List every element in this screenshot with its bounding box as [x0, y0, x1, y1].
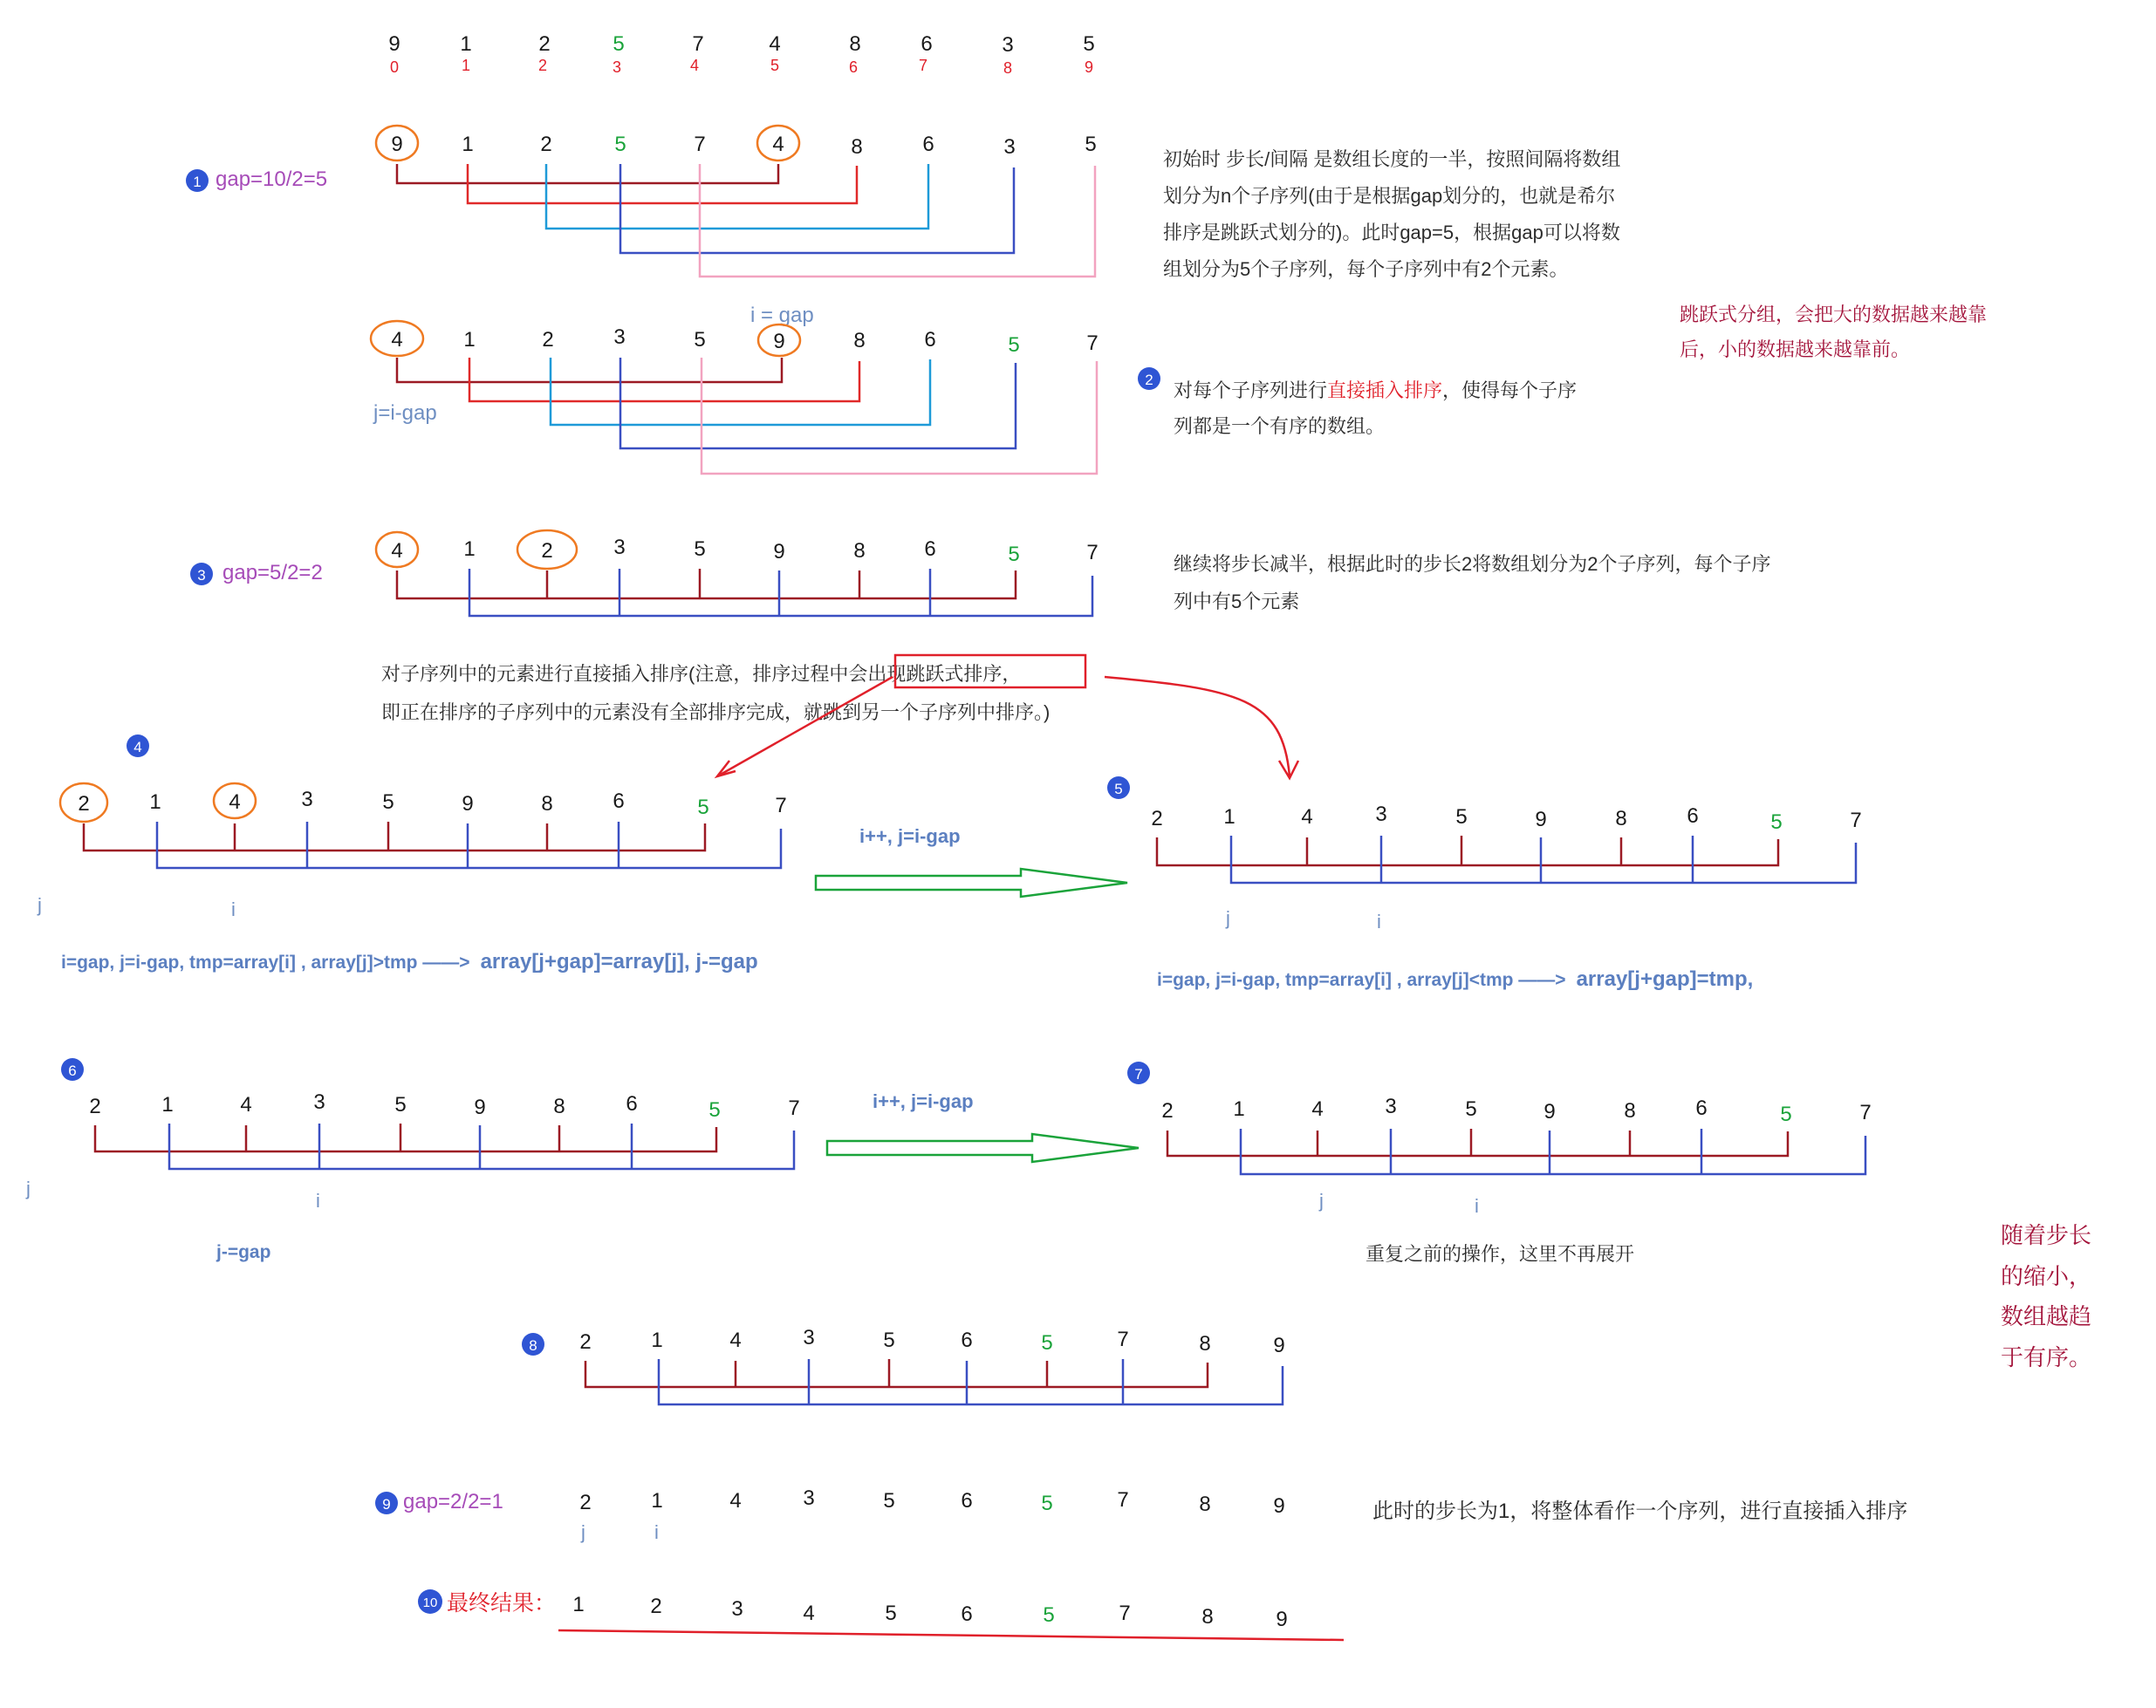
group-ticks	[1318, 1129, 1701, 1174]
step9-note: 此时的步长为1，将整体看作一个序列，进行直接插入排序	[1372, 1500, 1908, 1523]
group-ticks	[246, 1124, 632, 1169]
code-text-large: array[j+gap]=array[j], j-=gap	[480, 950, 758, 974]
final-result-label: 最终结果：	[447, 1591, 557, 1616]
header-index: 6	[848, 58, 859, 76]
header-index: 7	[918, 57, 928, 74]
header-index: 8	[1003, 59, 1013, 77]
step-marker-number: 3	[197, 567, 206, 584]
step-marker-number: 7	[1134, 1066, 1143, 1083]
array-values	[89, 1090, 799, 1122]
array-value: 7	[1086, 541, 1099, 564]
array-value: 5	[382, 790, 394, 814]
group-brackets	[397, 569, 1092, 616]
note-line: 排序是跳跃式划分的)。此时gap=5，根据gap可以将数	[1163, 222, 1620, 243]
array-value: 9	[391, 133, 403, 156]
note-text: ，使得每个子序	[1442, 379, 1578, 401]
group-brackets	[585, 1359, 1283, 1404]
array-value: 5	[1465, 1097, 1477, 1121]
pointer-j: j	[1226, 907, 1230, 929]
group-brackets	[95, 1124, 794, 1169]
note-emphasis: 直接插入排序	[1327, 379, 1443, 401]
array-value: 7	[1117, 1488, 1129, 1512]
step-4	[37, 734, 787, 974]
array-value: 9	[773, 540, 785, 564]
array-value: 2	[540, 133, 552, 156]
array-value: 6	[922, 133, 934, 156]
header-value: 5	[613, 32, 625, 56]
step-1	[186, 126, 1620, 281]
array-values	[579, 1486, 1284, 1518]
array-value: 8	[1615, 807, 1627, 830]
array-value: 7	[775, 794, 787, 817]
arrow-label: i++, j=i-gap	[859, 825, 961, 847]
header-array	[388, 32, 1094, 77]
array-value: 5	[708, 1098, 721, 1122]
header-value: 3	[1002, 33, 1014, 57]
i-gap-label: i = gap	[750, 304, 814, 327]
array-value: 2	[1151, 807, 1163, 830]
side-note-line: 数组越趋	[2001, 1303, 2092, 1329]
group-brackets	[1167, 1129, 1865, 1174]
group-ticks	[736, 1359, 1123, 1404]
step3-note	[1174, 553, 1770, 612]
gap-label: gap=2/2=1	[403, 1490, 503, 1513]
array-value: 5	[1041, 1331, 1053, 1355]
array-value: 6	[613, 789, 625, 813]
code-line	[1157, 967, 1753, 991]
group-bracket	[1231, 836, 1856, 883]
side-note-line: 的缩小，	[2001, 1263, 2092, 1289]
step-5	[1107, 776, 1862, 991]
array-value: 6	[1687, 804, 1699, 828]
array-value: 6	[924, 537, 936, 561]
array-value: 3	[803, 1486, 815, 1510]
array-value: 1	[161, 1093, 174, 1117]
array-value: 6	[626, 1092, 638, 1116]
array-value: 8	[1201, 1605, 1214, 1629]
side-note-converge	[2001, 1222, 2091, 1370]
array-value: 6	[961, 1489, 973, 1513]
array-value: 1	[1223, 805, 1235, 829]
array-value: 3	[301, 788, 313, 811]
array-value: 3	[731, 1597, 743, 1621]
array-value: 3	[1003, 135, 1016, 159]
array-value: 2	[650, 1595, 662, 1618]
header-index: 4	[689, 57, 700, 74]
array-values	[572, 1593, 1287, 1631]
note-line: 列中有5个元素	[1174, 591, 1300, 612]
pointer-i: i	[231, 898, 236, 920]
step-marker-number: 6	[68, 1062, 77, 1079]
j-gap-label: j=i-gap	[373, 401, 437, 425]
array-value: 5	[1780, 1103, 1792, 1126]
block-arrow	[827, 1134, 1139, 1162]
array-value: 3	[1375, 803, 1387, 826]
code-line	[61, 950, 758, 974]
step-3	[190, 530, 1770, 778]
group-ticks	[547, 569, 930, 616]
array-value: 5	[1041, 1492, 1053, 1515]
note-line: 继续将步长减半，根据此时的步长2将数组划分为2个子序列，每个子序	[1174, 553, 1771, 575]
pointer-j: j	[38, 894, 42, 916]
array-value: 5	[697, 796, 709, 819]
header-index: 3	[612, 58, 622, 76]
array-value: 5	[614, 133, 626, 156]
array-value: 5	[1008, 333, 1020, 357]
array-value: 2	[78, 792, 90, 816]
array-value: 9	[462, 792, 474, 816]
group-bracket	[397, 570, 1016, 598]
pointer-i: i	[1475, 1195, 1479, 1217]
array-value: 5	[1043, 1603, 1055, 1627]
gap-label: gap=10/2=5	[216, 167, 328, 191]
array-value: 4	[229, 790, 241, 814]
array-value: 5	[394, 1093, 407, 1117]
array-value: 2	[542, 328, 554, 352]
array-value: 8	[851, 135, 863, 159]
header-index: 0	[389, 58, 400, 76]
final-underline	[558, 1630, 1344, 1640]
array-value: 5	[883, 1329, 895, 1352]
header-index: 5	[770, 57, 780, 74]
array-value: 3	[313, 1090, 325, 1114]
group-bracket	[397, 358, 782, 382]
array-value: 5	[694, 328, 706, 352]
array-value: 7	[1117, 1328, 1129, 1351]
group-ticks	[235, 822, 619, 868]
array-value: 7	[1119, 1602, 1131, 1625]
header-value: 6	[921, 32, 933, 56]
group-bracket	[1167, 1131, 1788, 1156]
callout-arrow-left	[717, 677, 893, 776]
pointer-j: j	[1319, 1190, 1324, 1212]
group-bracket	[169, 1124, 794, 1169]
header-value: 1	[460, 32, 472, 56]
group-bracket	[546, 164, 928, 229]
step-marker-number: 9	[382, 1496, 391, 1513]
array-value: 4	[1301, 805, 1313, 829]
array-value: 1	[463, 328, 476, 352]
transition-arrow-1	[816, 825, 1127, 897]
group-bracket	[1241, 1129, 1865, 1174]
side-note-jump	[1680, 304, 1987, 361]
array-value: 8	[541, 792, 553, 816]
step-marker-number: 10	[422, 1595, 438, 1610]
insert-sort-note	[381, 663, 1050, 724]
step-marker-number: 8	[529, 1337, 537, 1354]
array-value: 1	[1233, 1097, 1245, 1121]
code-text: i=gap, j=i-gap, tmp=array[i] , array[j]<tmp ——>	[1157, 970, 1566, 990]
array-value: 3	[803, 1326, 815, 1349]
array-value: 2	[579, 1330, 592, 1354]
group-bracket	[157, 822, 781, 868]
header-value: 5	[1083, 32, 1095, 56]
header-value: 4	[769, 32, 781, 56]
array-value: 8	[553, 1095, 565, 1118]
array-value: 5	[1770, 810, 1783, 834]
step2-note-line	[1174, 379, 1577, 402]
array-value: 4	[391, 539, 403, 563]
header-value: 8	[849, 32, 861, 56]
code-line: j-=gap	[216, 1242, 271, 1262]
step-9	[375, 1486, 1907, 1543]
array-value: 1	[651, 1329, 663, 1352]
group-bracket	[1157, 837, 1778, 865]
code-text-large: array[j+gap]=tmp,	[1576, 967, 1754, 991]
header-index: 1	[461, 57, 471, 74]
array-value: 3	[613, 325, 626, 349]
array-value: 7	[1859, 1101, 1872, 1124]
array-value: 1	[463, 537, 476, 561]
group-brackets	[84, 822, 781, 868]
array-value: 5	[883, 1489, 895, 1513]
array-value: 4	[240, 1093, 252, 1117]
step-7	[1127, 1062, 2091, 1370]
array-value: 2	[579, 1491, 592, 1514]
array-value: 9	[474, 1096, 486, 1119]
array-value: 2	[89, 1095, 101, 1118]
array-value: 7	[694, 133, 706, 156]
note-text: 对每个子序列进行	[1174, 379, 1328, 401]
header-value: 9	[388, 32, 400, 56]
callout-arrows	[717, 677, 1298, 778]
array-value: 5	[694, 537, 706, 561]
array-value: 9	[1535, 808, 1547, 831]
group-bracket	[95, 1125, 716, 1151]
side-note-line: 后，小的数据越来越靠前。	[1680, 338, 1911, 360]
pointer-i: i	[654, 1521, 659, 1543]
array-value: 6	[1695, 1097, 1708, 1120]
group-bracket	[469, 358, 859, 401]
arrow-label: i++, j=i-gap	[873, 1090, 974, 1112]
array-value: 2	[541, 539, 553, 563]
group-bracket	[702, 358, 1097, 474]
array-value: 7	[788, 1097, 800, 1120]
pointer-i: i	[316, 1190, 320, 1212]
array-value: 8	[853, 329, 866, 352]
transition-arrow-2	[827, 1090, 1139, 1162]
array-value: 9	[773, 330, 785, 353]
array-value: 1	[462, 133, 474, 156]
group-bracket	[551, 358, 930, 425]
array-value: 8	[1624, 1099, 1636, 1123]
array-value: 9	[1543, 1100, 1556, 1124]
group-bracket	[659, 1359, 1283, 1404]
header-index: 2	[537, 57, 548, 74]
step7-note: 重复之前的操作，这里不再展开	[1365, 1243, 1635, 1265]
array-value: 4	[391, 328, 403, 352]
step-6	[25, 1058, 800, 1262]
step2-note-line: 列都是一个有序的数组。	[1174, 415, 1386, 437]
note-line: 组划分为5个子序列，每个子序列中有2个元素。	[1163, 258, 1569, 280]
group-bracket	[84, 823, 705, 851]
pointer-j: j	[581, 1521, 585, 1543]
array-value: 5	[1008, 543, 1020, 566]
array-values	[78, 788, 786, 819]
group-bracket	[469, 569, 1092, 616]
array-value: 8	[853, 539, 866, 563]
array-value: 3	[1385, 1095, 1397, 1118]
note-line: 初始时 步长/间隔 是数组长度的一半，按照间隔将数组	[1163, 148, 1621, 170]
note-line: 对子序列中的元素进行直接插入排序(注意，排序过程中会出现跳跃式排序，	[381, 663, 1022, 685]
header-indices	[390, 57, 1093, 77]
step-marker-number: 4	[133, 739, 142, 755]
array-values	[391, 133, 1096, 159]
array-value: 5	[1455, 805, 1468, 829]
side-note-line: 跳跃式分组，会把大的数据越来越靠	[1680, 304, 1988, 325]
array-value: 1	[572, 1593, 585, 1616]
array-value: 7	[1086, 331, 1099, 355]
array-values	[1161, 1095, 1871, 1126]
gap-label: gap=5/2=2	[222, 561, 323, 584]
group-ticks	[1307, 836, 1693, 883]
group-bracket	[397, 164, 778, 183]
note-line: 即正在排序的子序列中的元素没有全部排序完成，就跳到另一个子序列中排序。)	[381, 701, 1051, 723]
step-8	[522, 1326, 1285, 1404]
array-values	[391, 536, 1098, 566]
block-arrow	[816, 869, 1127, 897]
array-value: 1	[149, 790, 161, 814]
array-value: 2	[1161, 1099, 1174, 1123]
pointer-i: i	[1377, 911, 1381, 933]
array-value: 4	[803, 1602, 815, 1625]
step1-note	[1163, 148, 1620, 281]
array-value: 4	[729, 1329, 742, 1352]
array-value: 9	[1273, 1334, 1285, 1357]
group-bracket	[620, 164, 1014, 253]
array-value: 4	[772, 133, 784, 156]
side-note-line: 随着步长	[2001, 1222, 2092, 1248]
group-brackets	[397, 164, 1095, 277]
pointer-j: j	[26, 1178, 31, 1199]
array-value: 4	[729, 1489, 742, 1513]
array-value: 3	[613, 536, 626, 559]
header-value: 7	[692, 32, 704, 56]
array-value: 6	[961, 1329, 973, 1352]
array-value: 6	[924, 328, 936, 352]
group-bracket	[700, 164, 1095, 277]
array-values	[391, 325, 1098, 357]
array-value: 7	[1850, 809, 1862, 832]
header-values	[388, 32, 1094, 57]
side-note-line: 于有序。	[2001, 1344, 2092, 1370]
array-value: 8	[1199, 1332, 1211, 1356]
array-values	[579, 1326, 1284, 1357]
callout-arrow-right	[1105, 677, 1290, 776]
code-text: i=gap, j=i-gap, tmp=array[i] , array[j]>tmp ——>	[61, 953, 470, 973]
array-value: 8	[1199, 1493, 1211, 1516]
array-value: 9	[1276, 1608, 1288, 1631]
array-value: 5	[885, 1602, 897, 1625]
group-bracket	[620, 358, 1016, 448]
step-marker-number: 2	[1145, 372, 1153, 388]
step-10	[418, 1589, 1344, 1640]
array-value: 5	[1085, 133, 1097, 156]
step-2	[371, 304, 1987, 474]
note-line: 划分为n个子序列(由于是根据gap划分的，也就是希尔	[1163, 185, 1616, 207]
group-brackets	[397, 358, 1097, 474]
array-value: 1	[651, 1489, 663, 1513]
array-value: 6	[961, 1602, 973, 1626]
array-value: 9	[1273, 1494, 1285, 1518]
array-values	[1151, 803, 1861, 834]
group-bracket	[585, 1361, 1208, 1387]
group-brackets	[1157, 836, 1856, 883]
step-marker-number: 5	[1114, 781, 1123, 797]
step-marker-number: 1	[193, 174, 202, 190]
array-value: 4	[1311, 1097, 1324, 1121]
header-value: 2	[538, 32, 551, 56]
header-index: 9	[1084, 58, 1094, 76]
